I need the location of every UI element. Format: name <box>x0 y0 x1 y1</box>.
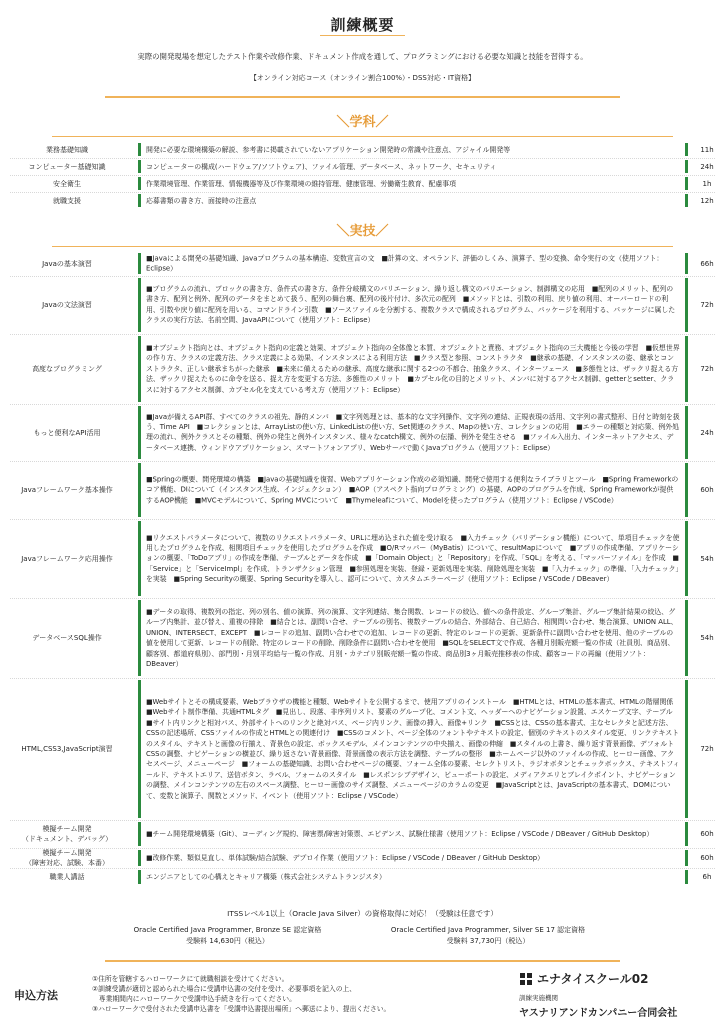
row-label: Javaの基本演習 <box>42 259 92 268</box>
row-bar-left <box>138 822 141 846</box>
row-bar-left <box>138 143 141 156</box>
row-content: 開発に必要な環境構築の解説、参考書に掲載されていないアプリケーション開発時の常識や注意点、アジャイル開発等 <box>146 145 511 154</box>
row-label: コンピューター基礎知識 <box>28 162 106 171</box>
row-content: ■Javaが備えるAPI群、すべてのクラスの祖先、静的メンバ ■文字列処理とは、基本的な文字列操作、文字列の連結、正規表現の活用、文字列の書式整形、日付と時刻を扱う、Time API ■コレクションとは、ArrayListの使い方、LinkedListの使い方、Set関連のクラス、Mapの使い方、コレクションの応用 ■エラーの種類と対応策、例外処理の流れ、例外クラスとその種類、例外の発生と例外インスタンス、様々なcatch構文、例外の伝播、例外を発生させる ■ファイル入出力、インターネットアクセス、データベース連携、ウィンドウアプリケーション、スマートフォンアプリ、Webサーバで動くJavaプログラム（使用ソフト：Eclipse） <box>146 412 680 452</box>
cert-bronze-fee: 受験料 14,630円（税込） <box>186 937 269 945</box>
row-bar-right <box>685 870 688 884</box>
row-label: データベースSQL操作 <box>32 634 102 642</box>
row-bar-right <box>685 850 688 866</box>
table-row <box>0 868 725 886</box>
course-text: 【オンライン対応コース（オンライン割合100%）・DSS対応・IT資格】 <box>249 74 476 82</box>
school-logo-icon <box>519 972 533 986</box>
row-content: ■データの取得、複数列の指定、列の別名、値の演算、列の演算、文字列連結、集合関数、レコードの絞込、値への条件設定、グループ集計、グループ集計結果の絞込、グループ内集計、並び替え、重複の排除 ■結合とは、副問い合せ、テーブルの別名、複数テーブルの結合、外部結合、自己結合、相関問い合わせ、集合演算、UNION ALL、UNION、INTERSECT、EXCEPT ■レコードの追加、副問い合わせでの追加、レコードの更新、特定のレコードの更新、更新条件に副問い合わせを使用、他のテーブルの値を使用して更新、レコードの削除、特定のレコードの削除、削除条件に副問い合わせを使用 ■SQLをSELECT文で作成、各種月別販売額一覧の作成（社員別、商品別、顧客別、都道府県別）、部門別・月別平均給与一覧の作成、月別・カテゴリ別販売額一覧の作成、商品別3ヶ月販売推移表の作成、顧客コードの再編（使用ソフト：DBeaver） <box>146 607 678 668</box>
apply-item: 専業期間内にハローワークで受講申込手続きを行ってください。 <box>92 995 296 1003</box>
row-bar-left <box>138 336 141 402</box>
apply-title: 申込方法 <box>14 989 58 1002</box>
school-name: エナタイスクール02 <box>537 972 649 986</box>
row-label: 業務基礎知識 <box>46 145 88 154</box>
row-hours: 72h <box>700 301 714 309</box>
table-row <box>0 158 725 175</box>
row-label: もっと便利なAPI活用 <box>33 428 101 437</box>
row-content: エンジニアとしての心構えとキャリア構築（株式会社システムトランジスタ） <box>146 872 386 881</box>
row-content: ■Springの概要、開発環境の構築 ■Javaの基礎知識を復習、Webアプリケーション作成の必須知識、開発で使用する便利なライブラリとツール ■Spring Frameworkのコア機能、DIについて（インスタンス生成、インジェクション） ■AOP（アスペクト指向プログラミング）の基礎、AOPのプログラムを作成、Spring Frameworkが提供するAOP機能 ■MVCモデルについて、Spring MVCについて ■Thymeleafについて、Modelを使ったプログラム（使用ソフト：Eclipse / VSCode） <box>146 475 679 505</box>
apply-item: ②訓練受講が適切と認められた場合に受講申込書の交付を受け、必要事項を記入の上、 <box>92 985 357 993</box>
row-bar-left <box>138 521 141 596</box>
row-bar-right <box>685 463 688 517</box>
row-bar-right <box>685 278 688 332</box>
school-logo <box>519 970 719 987</box>
row-content: ■オブジェクト指向とは、オブジェクト指向の定義と効果、オブジェクト指向の全体像と本質、オブジェクトと責務、オブジェクト指向の三大機能と今後の学習 ■仮想世界の作り方、クラスの定義方法、クラス定義による効果、インスタンスによる利用方法 ■クラス型と参照、コンストラクタ ■継承の基礎、インスタンスの姿、継承とコンストラクタ、正しい継承まちがった継承 ■未来に備えるための継承、高度な継承に関する2つの不都合、抽象クラス、インターフェース ■多態性とは、ザックリ捉える方法、ザックリ捉えたものに命令を送る、捉え方を変更する方法、多態性のメリット ■カプセル化の目的とメリット、メンバに対するアクセス制御、getterとsetter、クラスに対するアクセス制御、カプセル化を支えている考え方（使用ソフト：Eclipse） <box>146 343 680 394</box>
row-hours: 54h <box>700 554 714 563</box>
row-content: ■改修作業、類似見直し、単体試験/結合試験、デプロイ作業（使用ソフト：Eclipse / VSCode / DBeaver / GitHub Desktop） <box>146 853 545 862</box>
table-row <box>0 276 725 334</box>
row-label: 安全衛生 <box>53 179 81 188</box>
apply-item: ①住所を管轄するハローワークにて就職相談を受けてください。 <box>92 975 289 983</box>
row-bar-left <box>138 278 141 332</box>
row-label: 職業人講話 <box>49 873 85 881</box>
table-row <box>0 192 725 209</box>
row-label: Javaフレームワーク応用操作 <box>21 554 113 563</box>
row-hours: 72h <box>700 365 714 373</box>
row-content: ■チーム開発環境構築（Git）、コーディング規約、障害票/障害対策票、エビデンス、試験仕様書（使用ソフト：Eclipse / VSCode / DBeaver / GitHub Desktop） <box>146 829 654 838</box>
row-bar-left <box>138 850 141 866</box>
row-content: コンピューターの構成(ハードウェア/ソフトウェア)、ファイル管理、データベース、ネットワーク、セキュリティ <box>146 162 497 171</box>
row-hours: 24h <box>700 162 714 171</box>
row-bar-left <box>138 463 141 517</box>
intro-text: 実際の開発現場を想定したテスト作業や改修作業、ドキュメント作成を通して、プログラミングにおける必要な知識と技能を習得する。 <box>137 52 588 61</box>
row-bar-right <box>685 177 688 190</box>
row-bar-right <box>685 143 688 156</box>
row-bar-right <box>685 406 688 459</box>
row-hours: 60h <box>700 854 714 862</box>
cert-bronze <box>115 925 340 947</box>
table-row <box>0 175 725 192</box>
table-row <box>0 141 725 158</box>
row-content: 作業環境管理、作業管理、情報機器等及び作業環境の維持管理、健康管理、労働衛生教育、配慮事項 <box>146 179 457 188</box>
row-hours: 6h <box>702 873 712 881</box>
bottom-divider <box>105 960 620 962</box>
org-name: ヤスナリアンドカンパニー合同会社 <box>519 1008 678 1019</box>
row-label: 模擬チーム開発 （障害対応、試験、本番） <box>25 849 109 867</box>
cert-silver <box>368 925 608 947</box>
row-bar-left <box>138 194 141 207</box>
row-label: Javaフレームワーク基本操作 <box>21 486 113 494</box>
row-bar-right <box>685 160 688 173</box>
row-bar-left <box>138 600 141 676</box>
row-content: ■Javaによる開発の基礎知識、Javaプログラムの基本構造、変数宣言の文 ■計算の文、オペランド、評価のしくみ、演算子、型の変換、命令実行の文（使用ソフト：Eclipse） <box>146 254 664 273</box>
row-bar-left <box>138 253 141 274</box>
table-row <box>0 678 725 820</box>
row-hours: 66h <box>700 259 714 268</box>
row-bar-left <box>138 406 141 459</box>
org-label: 訓練実施機関 <box>519 994 558 1002</box>
row-bar-left <box>138 680 141 818</box>
table-row <box>0 820 725 848</box>
row-hours: 60h <box>700 830 714 838</box>
table-row <box>0 519 725 598</box>
row-bar-left <box>138 177 141 190</box>
row-hours: 12h <box>700 196 714 205</box>
section-gakka-rule <box>52 136 673 137</box>
cert-title: ITSSレベル1以上（Oracle Java Silver）の資格取得に対応！（受験は任意です） <box>227 909 498 918</box>
row-hours: 72h <box>700 745 714 753</box>
table-row <box>0 251 725 276</box>
row-bar-right <box>685 822 688 846</box>
row-hours: 1h <box>702 179 712 188</box>
row-hours: 60h <box>700 486 714 494</box>
row-bar-left <box>138 870 141 884</box>
apply-list <box>92 974 492 1014</box>
school-block <box>519 970 719 1019</box>
apply-item: ③ハローワークで受付された受講申込書を「受講申込書提出場所」へ郵送により、提出ください。 <box>92 1005 391 1013</box>
row-content: ■プログラムの流れ、ブロックの書き方、条件式の書き方、条件分岐構文のバリエーション、繰り返し構文のバリエーション、制御構文の応用 ■配列のメリット、配列の書き方、配列と例外、配列のデータをまとめて扱う、配列の舞台裏、配列の後片付け、多次元の配列 ■メソッドとは、引数の利用、戻り値の利用、オーバーロードの利用、引数や戻り値に配列を用いる、コマンドライン引数 ■ソースファイルを分割する、複数クラスで構成されるプログラム、パッケージを利用する、パッケージに属したクラスの実行方法、名前空間、JavaAPIについて（使用ソフト：Eclipse） <box>146 285 676 325</box>
row-bar-right <box>685 600 688 676</box>
section-gakka-heading: ＼学科／ <box>336 115 389 130</box>
section-jitsugi-heading: ＼実技／ <box>336 224 389 239</box>
row-content: ■Webサイトとその構成要素、Webブラウザの機能と種類、Webサイトを公開するまで、使用アプリのインストール ■HTMLとは、HTMLの基本書式、HTMLの階層関係 ■Webサイト制作準備、共通HTMLタグ ■見出し、段落、非序列リスト、要素のグループ化、コメント文、ヘッダーへのナビゲーション設置、エスケープ文字、テーブル ■サイト内リンクと相対パス、外部サイトへのリンクと絶対パス、ページ内リンク、画像の挿入、画像+リンク ■CSSとは、CSSの基本書式、主なセレクタと記述方法、CSSの記述場所、CSSファイルの作成とHTMLとの関連付け ■CSSのコメント、ページ全体のフォントやテキストの設定、個別のテキストのスタイル変更、リンクテキストのスタイル、テキストと画像の行揃え、背景色の設定、ボックスモデル、メインコンテンツの中央揃え、画像の伸縮 ■スタイルの上書き、繰り返す背景画像、デフォルトCSSの調整、ナビゲーションの横並び、繰り返さない背景画像、背景画像の表示方法を調整、テーブルの整形 ■ホームページ以外のファイルの作成、ヒーロー画像、アクセスページ、メニューページ ■フォームの基礎知識、お問い合わせページの概要、フォーム全体の要素、セレクトリスト、ラジオボタンとチェックボックス、テキストフィールド、テキストエリア、送信ボタン、ラベル、フォームのスタイル ■レスポンシブデザイン、ビューポートの設定、メディアクエリとブレイクポイント、ナビゲーションの調整、メインコンテンツの左右のスペース調整、ヒーロー画像のサイズ調整、メニューページのカラムの変更 ■JavaScriptとは、JavaScriptの基本書式、DOMについて、変数と演算子、関数とメソッド、イベント（使用ソフト：Eclipse / VSCode） <box>146 697 681 800</box>
table-row <box>0 404 725 461</box>
row-bar-right <box>685 194 688 207</box>
row-hours: 24h <box>700 428 714 437</box>
row-hours: 54h <box>700 634 714 642</box>
row-hours: 11h <box>700 145 714 154</box>
row-bar-left <box>138 160 141 173</box>
section-jitsugi-rule <box>52 246 673 247</box>
cert-bronze-name: Oracle Certified Java Programmer, Bronze SE 認定資格 <box>133 926 322 934</box>
row-label: 就職支援 <box>53 196 81 205</box>
row-bar-right <box>685 336 688 402</box>
row-label: HTML,CSS3,JavaScript演習 <box>21 745 113 753</box>
table-row <box>0 334 725 404</box>
row-content: 応募書類の書き方、面接時の注意点 <box>146 196 257 205</box>
cert-silver-fee: 受験料 37,730円（税込） <box>446 937 530 945</box>
row-bar-right <box>685 521 688 596</box>
top-divider <box>105 96 620 98</box>
row-bar-right <box>685 680 688 818</box>
table-row <box>0 461 725 519</box>
title-underline <box>320 35 405 36</box>
cert-silver-name: Oracle Certified Java Programmer, Silver SE 17 認定資格 <box>390 926 586 934</box>
row-label: 模擬チーム開発 （ドキュメント、デバッグ） <box>21 825 113 843</box>
row-bar-right <box>685 253 688 274</box>
page-title: 訓練概要 <box>330 16 395 34</box>
row-content: ■リクエストパラメータについて、複数のリクエストパラメータ、URLに埋め込まれた値を受け取る ■入力チェック（バリデーション機能）について、単項目チェックを使用したプログラムを作成、相関項目チェックを使用したプログラムを作成 ■O/Rマッパー（MyBatis）について、resultMapについて ■アプリの作成準備、アプリケーションの概要、「ToDoアプリ」の作成を準備、テーブルとデータを作成 ■「Domain Object」と「Repository」を作成、「SQL」を考える、「マッパーファイル」を作成 ■「Service」と「ServiceImpl」を作成、トランザクション管理 ■参照処理を実装、登録・更新処理を実装、削除処理を実装 ■「入力チェック」の準備、「入力チェック」を実装 ■Spring Securityの概要、Spring Securityを導入し、認可について、カスタムエラーページ（使用ソフト：Eclipse / VSCode / DBeaver） <box>146 533 680 584</box>
table-row <box>0 848 725 868</box>
row-label: Javaの文法演習 <box>42 301 92 309</box>
table-row <box>0 598 725 678</box>
row-label: 高度なプログラミング <box>32 365 102 373</box>
